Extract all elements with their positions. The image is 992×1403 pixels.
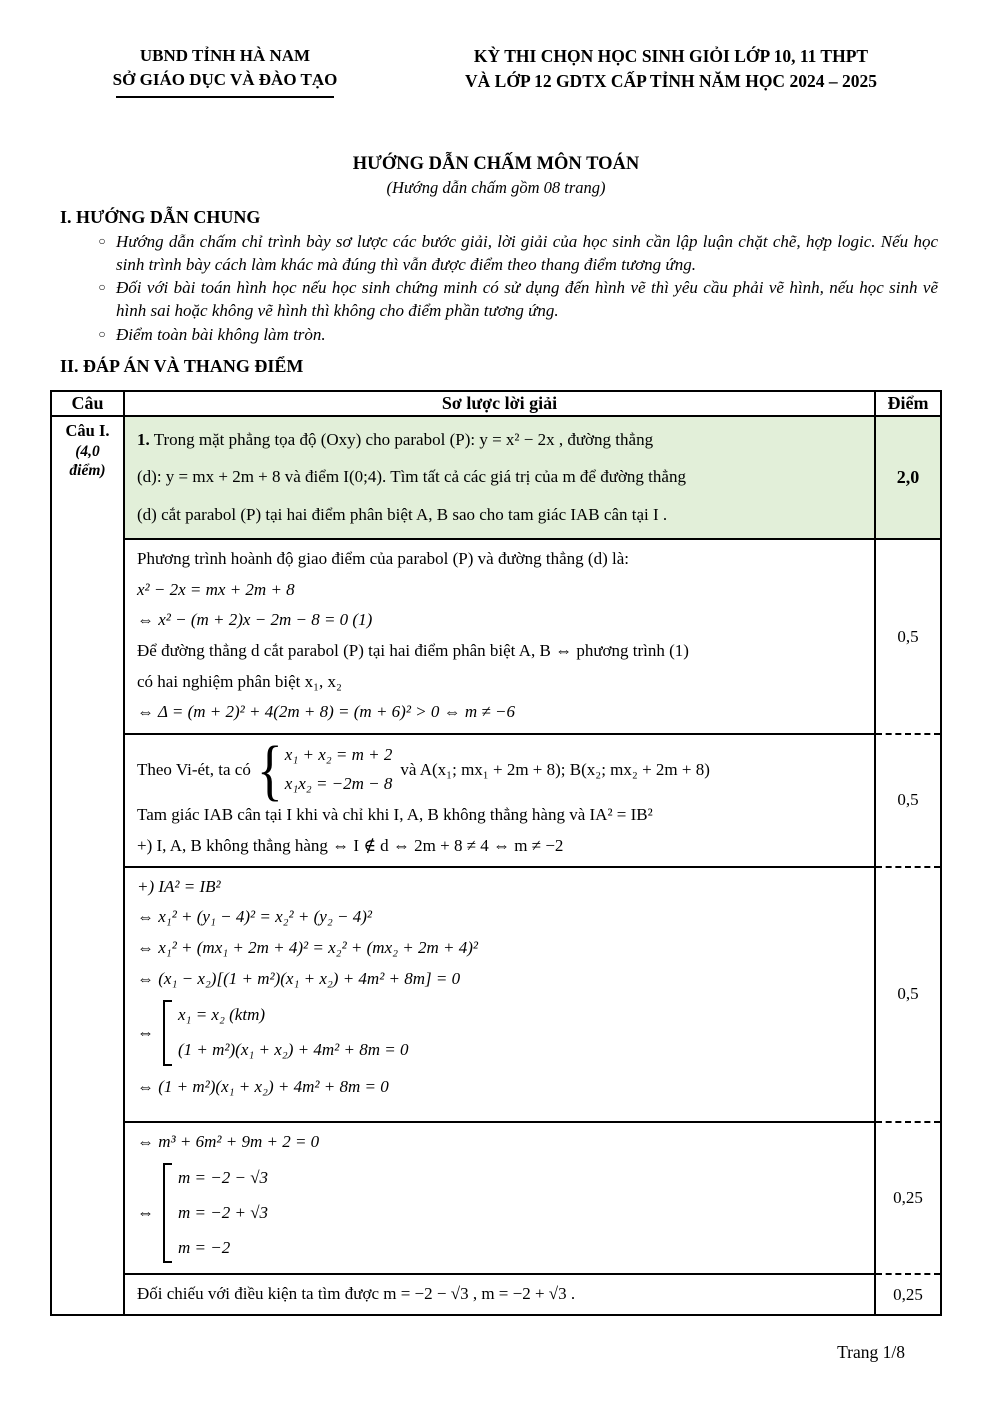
solution-cell [125, 733, 876, 866]
left-bracket-glyph [163, 1163, 172, 1263]
solution-row [125, 733, 940, 866]
solution-row [125, 1273, 940, 1314]
equation-line: x² − 2x = mx + 2m + 8 [137, 579, 295, 599]
solution-cell [125, 1273, 876, 1314]
question-cell [52, 417, 125, 1314]
solution-line: Đối chiếu với điều kiện ta tìm được m = −2 − √3 , m = −2 + √3 . [137, 1284, 576, 1304]
statement-row [125, 417, 940, 538]
solution-row [125, 538, 940, 733]
case-equations [178, 1161, 268, 1265]
equation-line: ⇔ m³ + 6m² + 9m + 2 = 0 [137, 1131, 320, 1151]
solution-cell [125, 866, 876, 1121]
exam-title-line2: VÀ LỚP 12 GDTX CẤP TỈNH NĂM HỌC 2024 – 2025 [465, 70, 877, 91]
points-cell: 0,5 [876, 733, 940, 866]
equation-line: ⇔ Δ = (m + 2)² + 4(2m + 8) = (m + 6)² > 0 ⇔ m ≠ −6 [137, 702, 515, 722]
bullet-circle-icon: ○ [98, 327, 106, 342]
statement-line: 1. Trong mặt phẳng tọa độ (Oxy) cho parabol (P): y = x² − 2x , đường thẳng [137, 429, 654, 449]
org-line1: UBND TỈNH HÀ NAM [139, 46, 311, 65]
col-header-cau: Câu [52, 392, 125, 415]
equation-line: m = −2 − √3 [178, 1168, 269, 1188]
case-block [137, 1157, 866, 1269]
equivalence-operator: ⇔ [137, 1022, 154, 1042]
grading-table [50, 390, 942, 1316]
doc-header [50, 44, 942, 98]
equation-line: x₁ + x₂ = m + 2 [284, 745, 393, 765]
equation-line: x₁ = x₂ (ktm) [178, 1005, 266, 1025]
table-header-row [52, 392, 940, 417]
solution-line: và A(x₁; mx₁ + 2m + 8); B(x₂; mx₂ + 2m + 8) [400, 759, 710, 779]
points-cell: 0,25 [876, 1121, 940, 1274]
equation-line: ⇔ (1 + m²)(x₁ + x₂) + 4m² + 8m = 0 [137, 1076, 389, 1096]
exam-block [400, 44, 942, 98]
bullet-item [88, 277, 938, 323]
solution-row [125, 866, 940, 1121]
solution-line: +) I, A, B không thẳng hàng ⇔ I ∉ d ⇔ 2m + 8 ≠ 4 ⇔ m ≠ −2 [137, 836, 564, 856]
page-footer: Trang 1/8 [837, 1341, 905, 1362]
doc-title: HƯỚNG DẪN CHẤM MÔN TOÁN [352, 153, 640, 174]
section-2-heading: II. ĐÁP ÁN VÀ THANG ĐIỂM [60, 356, 304, 377]
points-cell: 0,5 [876, 538, 940, 733]
bullet-text: Điểm toàn bài không làm tròn. [116, 325, 326, 345]
solution-line: Theo Vi-ét, ta có [137, 759, 251, 779]
case-block [137, 994, 866, 1071]
solution-rows [125, 417, 940, 1314]
org-underline [116, 96, 334, 98]
solution-line: Tam giác IAB cân tại I khi và chỉ khi I, A, B không thẳng hàng và IA² = IB² [137, 805, 653, 825]
points-cell: 0,5 [876, 866, 940, 1121]
equation-line: ⇔ x₁² + (y₁ − 4)² = x₂² + (y₂ − 4)² [137, 907, 372, 927]
points-cell: 2,0 [876, 417, 940, 538]
equivalence-operator: ⇔ [137, 1203, 154, 1223]
section-1-heading: I. HƯỚNG DẪN CHUNG [60, 206, 261, 227]
bullet-circle-icon: ○ [98, 233, 106, 248]
solution-row [125, 1121, 940, 1274]
col-header-diem: Điểm [887, 393, 929, 414]
solution-line: Để đường thẳng d cắt parabol (P) tại hai điểm phân biệt A, B ⇔ phương trình (1) [137, 641, 689, 661]
org-line2: SỞ GIÁO DỤC VÀ ĐÀO TẠO [112, 69, 338, 89]
case-equations [178, 998, 408, 1067]
col-header-solution: Sơ lược lời giải [125, 392, 876, 415]
table-body [52, 417, 940, 1314]
statement-line: (d) cắt parabol (P) tại hai điểm phân biệt A, B sao cho tam giác IAB cân tại I . [137, 505, 668, 525]
doc-subtitle: (Hướng dẫn chấm gồm 08 trang) [386, 177, 606, 197]
bullet-text: Đối với bài toán hình học nếu học sinh chứng minh có sử dụng đến hình vẽ thì yêu cầu phải vẽ hình, nếu học sinh vẽ hình sai hoặc không vẽ hình thì không cho điểm phần tương ứng. [116, 278, 938, 321]
solution-cell [125, 1121, 876, 1274]
left-bracket-glyph [163, 1000, 172, 1065]
solution-line: có hai nghiệm phân biệt x₁, x₂ [137, 671, 342, 691]
left-brace-glyph: { [256, 732, 283, 808]
statement-number: 1. [137, 429, 150, 449]
equation-line: (1 + m²)(x₁ + x₂) + 4m² + 8m = 0 [178, 1039, 409, 1059]
statement-line: (d): y = mx + 2m + 8 và điểm I(0;4). Tìm tất cả các giá trị của m để đường thẳng [137, 467, 686, 487]
bullet-list [88, 231, 938, 348]
solution-line: Phương trình hoành độ giao điểm của parabol (P) và đường thẳng (d) là: [137, 549, 629, 569]
bullet-item [88, 231, 938, 277]
bullet-circle-icon: ○ [98, 280, 106, 295]
bullet-text: Hướng dẫn chấm chỉ trình bày sơ lược các bước giải, lời giải của học sinh cần lập luận chặt chẽ, hợp logic. Nếu học sinh trình bày cách làm khác mà đúng thì vẫn được điểm theo thang điểm tương ứng. [116, 231, 938, 274]
exam-title-line1: KỲ THI CHỌN HỌC SINH GIỎI LỚP 10, 11 THPT [473, 46, 869, 66]
statement-cell [125, 417, 876, 538]
equation-system [137, 732, 866, 808]
equation-line: ⇔ (x₁ − x₂)[(1 + m²)(x₁ + x₂) + 4m² + 8m] = 0 [137, 968, 461, 988]
equation-line: ⇔ x₁² + (mx₁ + 2m + 4)² = x₂² + (mx₂ + 2m + 4)² [137, 938, 479, 958]
bullet-item [88, 324, 938, 347]
question-number: Câu I. [65, 421, 110, 441]
points-cell: 0,25 [876, 1273, 940, 1314]
equation-line: m = −2 [178, 1237, 231, 1257]
equation-line: +) IA² = IB² [137, 876, 221, 896]
equation-line: m = −2 + √3 [178, 1203, 269, 1223]
org-block [50, 44, 400, 98]
question-points: (4,0 điểm) [69, 442, 106, 480]
system-equations [285, 741, 393, 798]
equation-line: x₁x₂ = −2m − 8 [284, 773, 393, 793]
equation-line: ⇔ x² − (m + 2)x − 2m − 8 = 0 (1) [137, 610, 373, 630]
solution-cell [125, 538, 876, 733]
